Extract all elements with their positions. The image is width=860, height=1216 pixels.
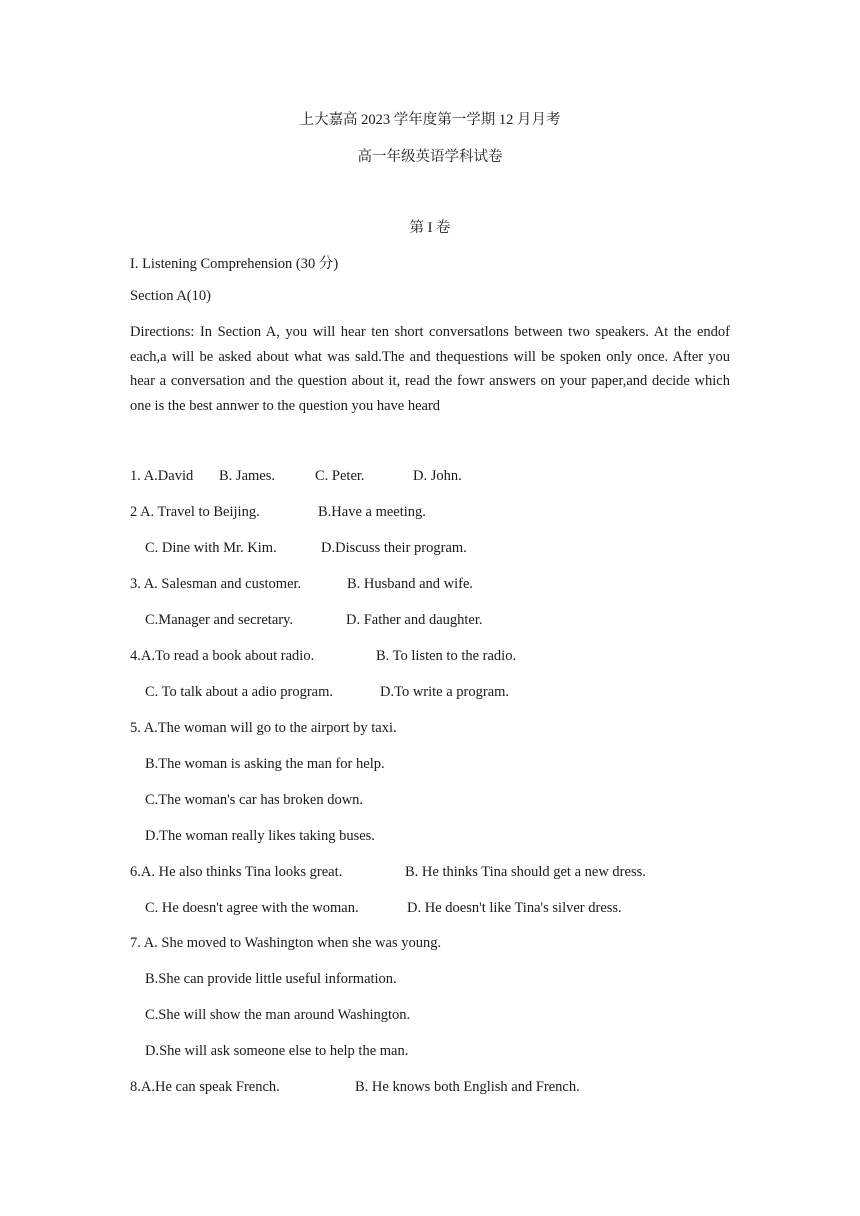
- q5-option-d: D.The woman really likes taking buses.: [145, 828, 375, 844]
- q6-option-b: B. He thinks Tina should get a new dress.: [405, 864, 646, 880]
- q2-option-a: 2 A. Travel to Beijing.: [130, 504, 260, 520]
- q1-option-d: D. John.: [413, 468, 462, 484]
- directions-paragraph: Directions: In Section A, you will hear ten short conversatlons between two speakers. At the endof each,a will be asked about what was sald.The and thequestions will be spoken only once. After you hear a conversation and the question about it, read the fowr answers on your paper,and decide which one is the best annwer to the question you have heard: [130, 324, 730, 414]
- q6-option-a: 6.A. He also thinks Tina looks great.: [130, 864, 343, 880]
- q7-option-c: C.She will show the man around Washington.: [145, 1007, 411, 1023]
- q7-option-b: B.She can provide little useful information.: [145, 971, 397, 987]
- q1-option-a: 1. A.David: [130, 468, 194, 484]
- q7-option-d: D.She will ask someone else to help the man.: [145, 1043, 409, 1059]
- q6-option-d: D. He doesn't like Tina's silver dress.: [407, 900, 622, 916]
- part-heading: I. Listening Comprehension (30 分): [130, 256, 339, 272]
- exam-title: 上大嘉高 2023 学年度第一学期 12 月月考: [299, 112, 561, 128]
- q3-option-c: C.Manager and secretary.: [145, 612, 294, 628]
- volume-heading: 第 I 卷: [409, 220, 451, 236]
- q4-option-b: B. To listen to the radio.: [376, 648, 517, 664]
- q3-option-d: D. Father and daughter.: [346, 612, 483, 628]
- q7-option-a: 7. A. She moved to Washington when she was young.: [130, 935, 442, 951]
- q4-option-c: C. To talk about a adio program.: [145, 684, 333, 700]
- q4-option-d: D.To write a program.: [380, 684, 510, 700]
- q3-option-b: B. Husband and wife.: [347, 576, 474, 592]
- q4-option-a: 4.A.To read a book about radio.: [130, 648, 315, 664]
- q2-option-b: B.Have a meeting.: [318, 504, 426, 520]
- q1-option-b: B. James.: [219, 468, 275, 484]
- q2-option-d: D.Discuss their program.: [321, 540, 467, 556]
- q5-option-a: 5. A.The woman will go to the airport by taxi.: [130, 720, 397, 736]
- q5-option-b: B.The woman is asking the man for help.: [145, 756, 385, 772]
- q2-option-c: C. Dine with Mr. Kim.: [145, 540, 277, 556]
- q5-option-c: C.The woman's car has broken down.: [145, 792, 364, 808]
- q8-option-b: B. He knows both English and French.: [355, 1079, 580, 1095]
- q1-option-c: C. Peter.: [315, 468, 365, 484]
- q8-option-a: 8.A.He can speak French.: [130, 1079, 280, 1095]
- section-heading: Section A(10): [130, 288, 211, 304]
- exam-subtitle: 高一年级英语学科试卷: [357, 149, 503, 165]
- q6-option-c: C. He doesn't agree with the woman.: [145, 900, 359, 916]
- q3-option-a: 3. A. Salesman and customer.: [130, 576, 302, 592]
